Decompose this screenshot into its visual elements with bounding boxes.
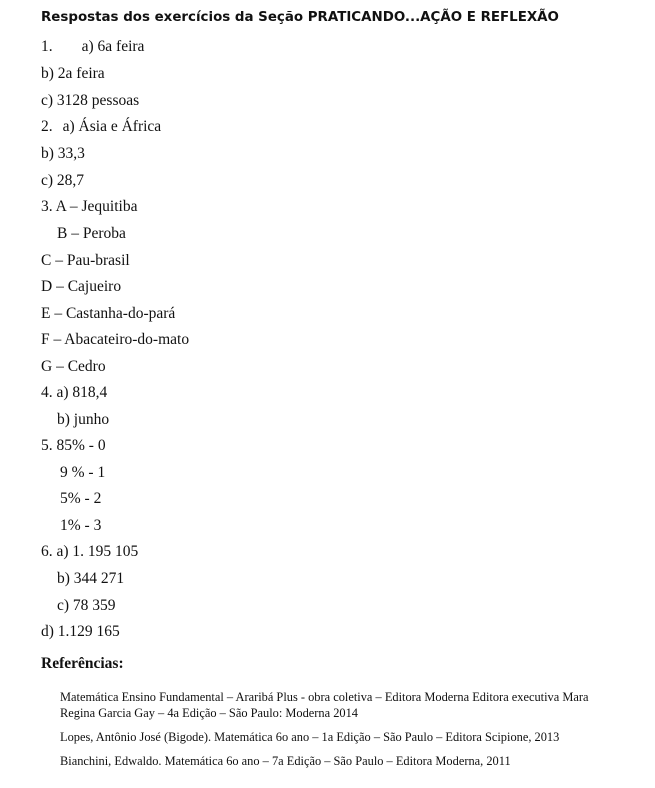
answer-1a bbox=[41, 38, 144, 56]
answer-text: a) 6a feira bbox=[81, 38, 145, 55]
answer-3b: B – Peroba bbox=[57, 225, 126, 242]
answer-2a bbox=[41, 118, 161, 136]
answer-5b: 9 % - 1 bbox=[60, 464, 106, 481]
answer-6c: c) 78 359 bbox=[57, 597, 116, 614]
answer-6b: b) 344 271 bbox=[57, 570, 125, 587]
answer-2b: b) 33,3 bbox=[41, 145, 85, 162]
answer-6a: 6. a) 1. 195 105 bbox=[41, 543, 139, 560]
answer-3g: G – Cedro bbox=[41, 358, 106, 375]
answer-text: a) Ásia e África bbox=[62, 118, 162, 135]
answer-3e: E – Castanha-do-pará bbox=[41, 305, 176, 322]
references-heading: Referências: bbox=[41, 655, 124, 672]
answer-3c: C – Pau-brasil bbox=[41, 252, 130, 269]
answer-3a: 3. A – Jequitiba bbox=[41, 198, 138, 215]
answer-2c: c) 28,7 bbox=[41, 172, 85, 189]
page-title: Respostas dos exercícios da Seção PRATICANDO...AÇÃO E REFLEXÃO bbox=[41, 10, 559, 25]
answer-3f: F – Abacateiro-do-mato bbox=[41, 331, 190, 348]
answer-6d: d) 1.129 165 bbox=[41, 623, 120, 640]
answer-5d: 1% - 3 bbox=[60, 517, 102, 534]
question-number: 2. bbox=[41, 118, 53, 135]
reference-item: Bianchini, Edwaldo. Matemática 6o ano – 7a Edição – São Paulo – Editora Moderna, 2011 bbox=[60, 754, 511, 768]
answer-3d: D – Cajueiro bbox=[41, 278, 122, 295]
answer-1c: c) 3128 pessoas bbox=[41, 92, 140, 109]
answer-4b: b) junho bbox=[57, 411, 110, 428]
answer-1b: b) 2a feira bbox=[41, 65, 105, 82]
answer-5c: 5% - 2 bbox=[60, 490, 102, 507]
answer-5a: 5. 85% - 0 bbox=[41, 437, 106, 454]
reference-item: Lopes, Antônio José (Bigode). Matemática 6o ano – 1a Edição – São Paulo – Editora Scipione, 2013 bbox=[60, 730, 560, 744]
answer-4a: 4. a) 818,4 bbox=[41, 384, 108, 401]
question-number: 1. bbox=[41, 38, 53, 55]
reference-item: Matemática Ensino Fundamental – Araribá Plus - obra coletiva – Editora Moderna Editora executiva Mara Regina Garcia Gay – 4a Edição – São Paulo: Moderna 2014 bbox=[60, 690, 589, 720]
